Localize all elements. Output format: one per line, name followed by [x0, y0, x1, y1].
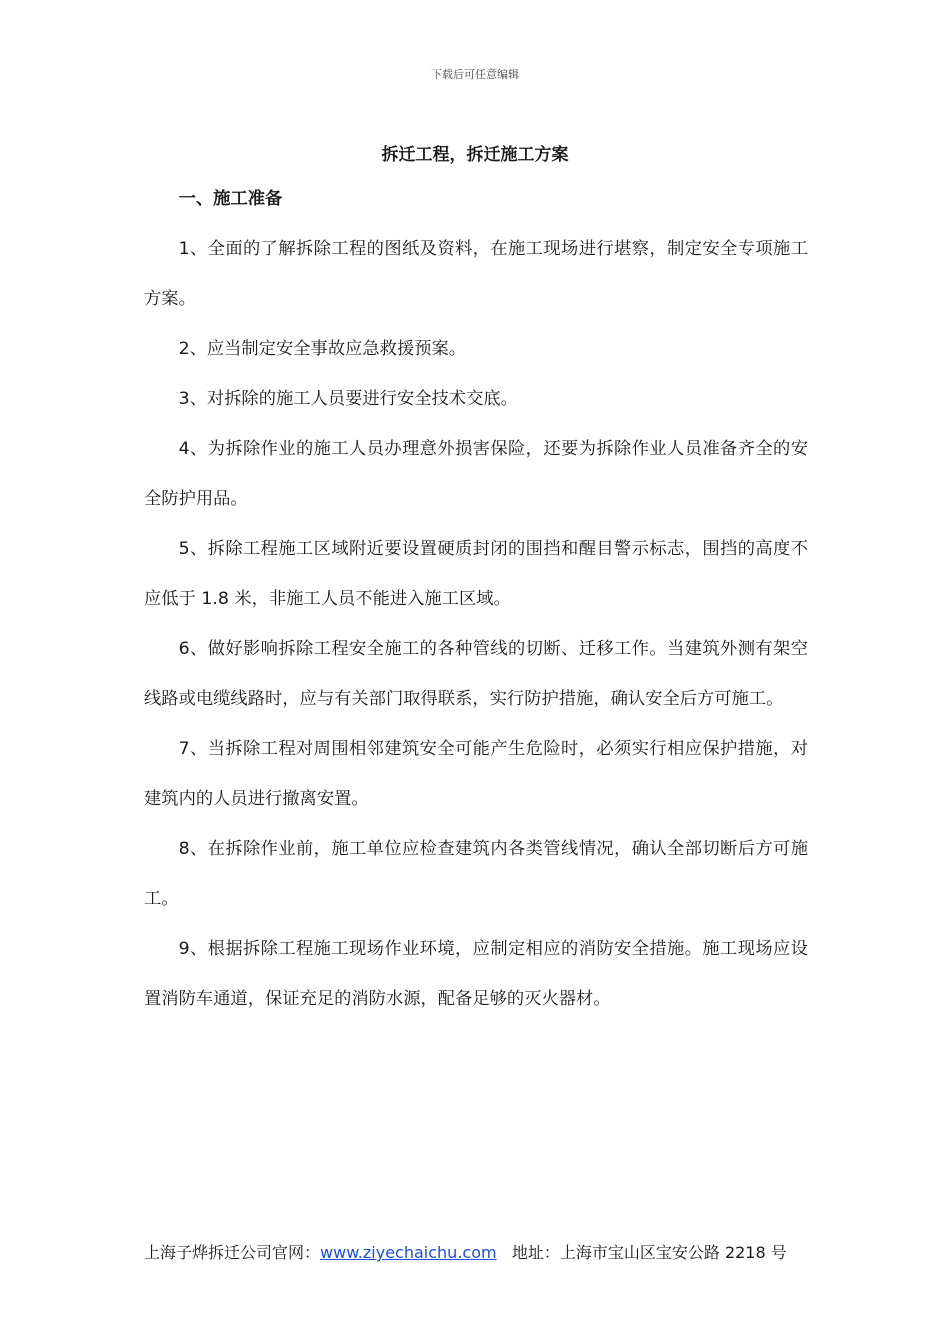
header-note: 下载后可任意编辑 — [431, 68, 519, 81]
paragraph-9: 9、根据拆除工程施工现场作业环境，应制定相应的消防安全措施。施工现场应设置消防车通道，保证充足的消防水源，配备足够的灭火器材。 — [144, 939, 808, 1009]
paragraph-7: 7、当拆除工程对周围相邻建筑安全可能产生危险时，必须实行相应保护措施，对建筑内的人员进行撤离安置。 — [144, 739, 808, 809]
document-body — [144, 174, 808, 1024]
footer-address-label: 地址： — [511, 1243, 560, 1262]
paragraph-8: 8、在拆除作业前，施工单位应检查建筑内各类管线情况，确认全部切断后方可施工。 — [144, 839, 808, 909]
document-title: 拆迁工程，拆迁施工方案 — [381, 145, 569, 165]
footer-address: 上海市宝山区宝安公路 2218 号 — [559, 1243, 787, 1262]
footer-company-label: 上海子烨拆迁公司官网： — [144, 1243, 321, 1262]
paragraph-2: 2、应当制定安全事故应急救援预案。 — [178, 339, 467, 359]
section-heading: 一、施工准备 — [178, 189, 283, 209]
website-link[interactable]: www.ziyechaichu.com — [320, 1243, 497, 1262]
paragraph-5: 5、拆除工程施工区域附近要设置硬质封闭的围挡和醒目警示标志，围挡的高度不应低于 1.8 米，非施工人员不能进入施工区域。 — [144, 539, 808, 609]
paragraph-1: 1、全面的了解拆除工程的图纸及资料，在施工现场进行堪察，制定安全专项施工方案。 — [144, 239, 808, 309]
paragraph-3: 3、对拆除的施工人员要进行安全技术交底。 — [178, 389, 518, 409]
footer — [144, 1240, 844, 1263]
paragraph-4: 4、为拆除作业的施工人员办理意外损害保险，还要为拆除作业人员准备齐全的安全防护用品。 — [144, 439, 808, 509]
paragraph-6: 6、做好影响拆除工程安全施工的各种管线的切断、迁移工作。当建筑外测有架空线路或电缆线路时，应与有关部门取得联系，实行防护措施，确认安全后方可施工。 — [144, 639, 808, 709]
